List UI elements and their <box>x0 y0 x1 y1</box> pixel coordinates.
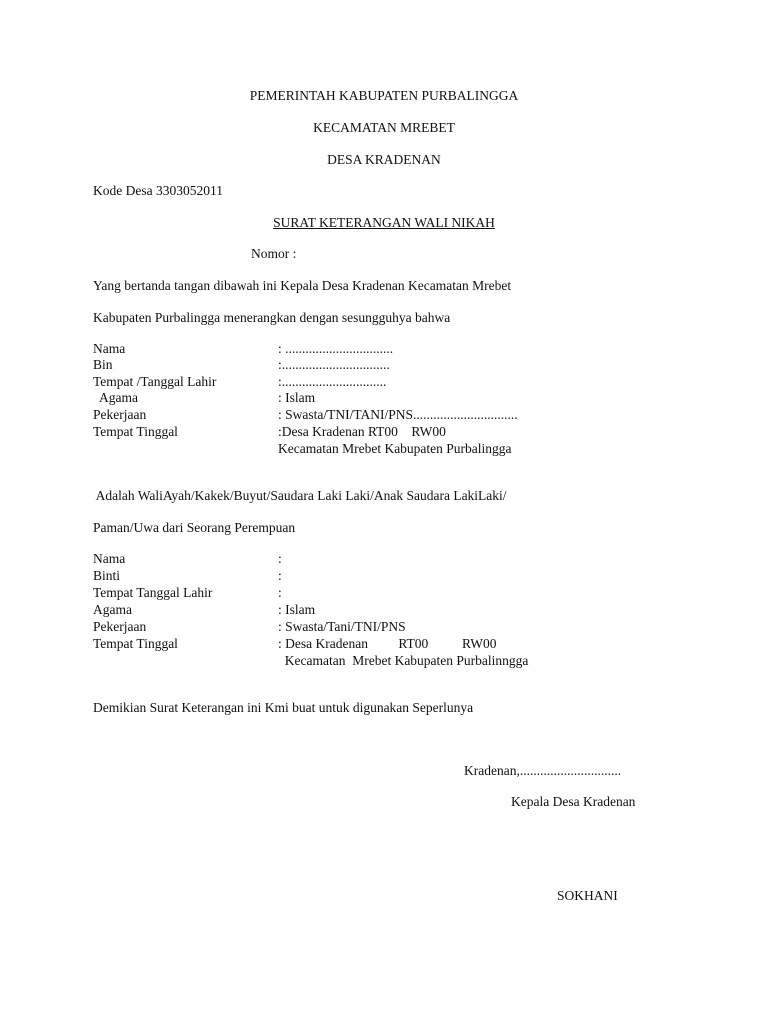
header-government: PEMERINTAH KABUPATEN PURBALINGGA <box>249 88 519 103</box>
wali-job-value: : Swasta/TNI/TANI/PNS............................... <box>278 407 518 422</box>
bride-job-label: Pekerjaan <box>93 619 147 634</box>
bride-binti-value: : <box>278 568 282 583</box>
signature-place-date: Kradenan,.............................. <box>464 763 622 778</box>
wali-job-label: Pekerjaan <box>93 407 147 422</box>
wali-address-label: Tempat Tinggal <box>93 424 178 439</box>
wali-name-label: Nama <box>93 341 126 356</box>
bride-birth-label: Tempat Tanggal Lahir <box>93 585 213 600</box>
wali-address-value: :Desa Kradenan RT00 RW00 <box>278 424 446 439</box>
bride-name-value: : <box>278 551 282 566</box>
bride-address-label: Tempat Tinggal <box>93 636 178 651</box>
wali-bin-value: :................................ <box>278 357 390 372</box>
bride-address-value: : Desa Kradenan RT00 RW00 <box>278 636 497 651</box>
document-title: SURAT KETERANGAN WALI NIKAH <box>273 215 495 230</box>
bride-name-label: Nama <box>93 551 126 566</box>
intro-line-2: Kabupaten Purbalingga menerangkan dengan sesungguhya bahwa <box>93 310 451 325</box>
closing-statement: Demikian Surat Keterangan ini Kmi buat untuk digunakan Seperlunya <box>93 700 474 715</box>
intro-line-1: Yang bertanda tangan dibawah ini Kepala Desa Kradenan Kecamatan Mrebet <box>93 278 512 293</box>
bride-job-value: : Swasta/Tani/TNI/PNS <box>278 619 406 634</box>
header-district: KECAMATAN MREBET <box>313 120 455 135</box>
signature-name: SOKHANI <box>557 888 618 903</box>
bride-birth-value: : <box>278 585 282 600</box>
statement-line-1: Adalah WaliAyah/Kakek/Buyut/Saudara Laki Laki/Anak Saudara LakiLaki/ <box>93 488 507 503</box>
bride-religion-label: Agama <box>93 602 132 617</box>
wali-religion-label: Agama <box>93 390 138 405</box>
bride-address-continuation: Kecamatan Mrebet Kabupaten Purbalinngga <box>278 653 529 668</box>
wali-birth-value: :............................... <box>278 374 387 389</box>
wali-bin-label: Bin <box>93 357 113 372</box>
signature-position: Kepala Desa Kradenan <box>511 794 636 809</box>
document-number: Nomor : <box>251 246 297 261</box>
wali-birth-label: Tempat /Tanggal Lahir <box>93 374 217 389</box>
header-village: DESA KRADENAN <box>327 152 441 167</box>
bride-religion-value: : Islam <box>278 602 316 617</box>
bride-binti-label: Binti <box>93 568 121 583</box>
wali-address-continuation: Kecamatan Mrebet Kabupaten Purbalingga <box>278 441 512 456</box>
wali-name-value: : ................................ <box>278 341 394 356</box>
village-code: Kode Desa 3303052011 <box>93 183 223 198</box>
wali-religion-value: : Islam <box>278 390 316 405</box>
statement-line-2: Paman/Uwa dari Seorang Perempuan <box>93 520 296 535</box>
